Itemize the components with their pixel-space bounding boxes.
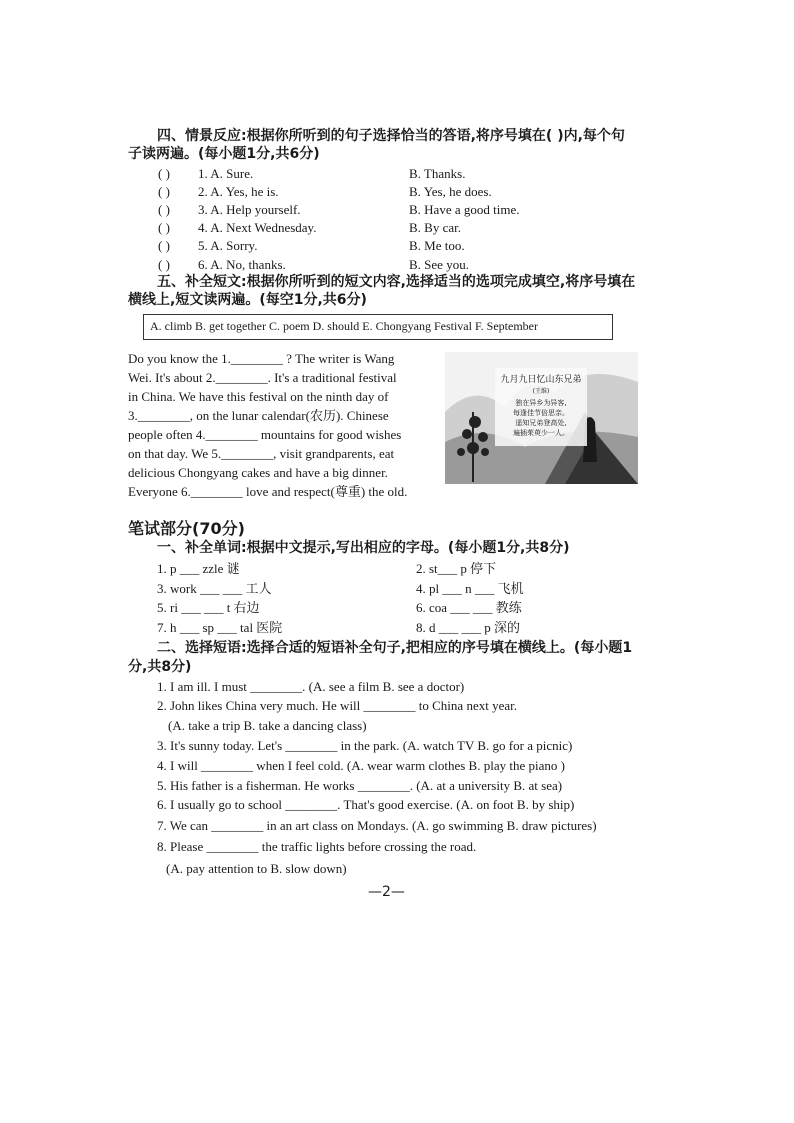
section4-title-line1: 四、情景反应:根据你所听到的句子选择恰当的答语,将序号填在( )内,每个句 (157, 128, 625, 144)
section5-title-line1: 五、补全短文:根据你所听到的短文内容,选择适当的选项完成填空,将序号填在 (157, 274, 636, 290)
passage-line: in China. We have this festival on the ninth day of (128, 389, 389, 404)
written-sec2-title-line2: 分,共8分) (128, 659, 192, 675)
passage-line: Wei. It's about 2.________. It's a traditional festival (128, 370, 397, 385)
option-a: 5. A. Sorry. (198, 238, 258, 253)
section4-item (158, 219, 316, 237)
option-a: 4. A. Next Wednesday. (198, 220, 317, 235)
option-a: 1. A. Sure. (198, 166, 254, 181)
answer-parenthesis[interactable]: ( ) (158, 202, 170, 217)
poem-line-4: 遍插茱萸少一人。 (513, 429, 569, 437)
passage-line: Everyone 6.________ love and respect(尊重) the old. (128, 484, 408, 499)
option-a: 6. A. No, thanks. (198, 257, 286, 272)
spelling-item: 7. h ___ sp ___ tal 医院 (157, 620, 283, 635)
option-a: 2. A. Yes, he is. (198, 184, 279, 199)
spelling-item: 8. d ___ ___ p 深的 (416, 620, 521, 635)
section4-item (158, 165, 253, 183)
spelling-item: 6. coa ___ ___ 教练 (416, 600, 522, 615)
answer-parenthesis[interactable]: ( ) (158, 238, 170, 253)
phrase-sentence: 2. John likes China very much. He will ________ to China next year. (157, 698, 517, 713)
option-b: B. By car. (409, 220, 461, 235)
section4-title-line2: 子读两遍。(每小题1分,共6分) (128, 146, 320, 162)
spelling-item: 3. work ___ ___ 工人 (157, 581, 272, 596)
spelling-item: 2. st___ p 停下 (416, 561, 497, 576)
poem-title: 九月九日忆山东兄弟 (500, 375, 582, 385)
option-b: B. See you. (409, 257, 469, 272)
section5-title-line2: 横线上,短文读两遍。(每空1分,共6分) (128, 292, 367, 308)
spelling-item: 1. p ___ zzle 谜 (157, 561, 240, 576)
page-number: —2— (368, 884, 405, 900)
word-bank-box: A. climb B. get together C. poem D. should E. Chongyang Festival F. September (143, 314, 613, 340)
passage-line: 3.________, on the lunar calendar(农历). Chinese (128, 408, 389, 423)
phrase-sentence: (A. pay attention to B. slow down) (166, 861, 347, 876)
spelling-item: 4. pl ___ n ___ 飞机 (416, 581, 524, 596)
option-b: B. Me too. (409, 238, 465, 253)
poem-line-3: 遥知兄弟登高处, (515, 419, 567, 427)
answer-parenthesis[interactable]: ( ) (158, 220, 170, 235)
option-b: B. Thanks. (409, 166, 466, 181)
option-b: B. Have a good time. (409, 202, 520, 217)
chongyang-illustration (445, 352, 638, 484)
poem-line-1: 独在异乡为异客, (515, 399, 567, 407)
poem-author: (王维) (532, 388, 550, 395)
option-b: B. Yes, he does. (409, 184, 492, 199)
section4-item (158, 237, 257, 255)
phrase-sentence: (A. take a trip B. take a dancing class) (168, 718, 367, 733)
written-part-title: 笔试部分(70分) (128, 519, 245, 538)
answer-parenthesis[interactable]: ( ) (158, 166, 170, 181)
written-sec2-title-line1: 二、选择短语:选择合适的短语补全句子,把相应的序号填在横线上。(每小题1 (157, 640, 633, 656)
phrase-sentence: 1. I am ill. I must ________. (A. see a film B. see a doctor) (157, 679, 465, 694)
passage-line: on that day. We 5.________, visit grandparents, eat (128, 446, 395, 461)
answer-parenthesis[interactable]: ( ) (158, 257, 170, 272)
phrase-sentence: 4. I will ________ when I feel cold. (A. wear warm clothes B. play the piano ) (157, 758, 565, 773)
poem-line-2: 每逢佳节倍思亲。 (513, 409, 569, 417)
spelling-item: 5. ri ___ ___ t 右边 (157, 600, 260, 615)
phrase-sentence: 3. It's sunny today. Let's ________ in the park. (A. watch TV B. go for a picnic) (157, 738, 573, 753)
answer-parenthesis[interactable]: ( ) (158, 184, 170, 199)
passage-line: delicious Chongyang cakes and have a big dinner. (128, 465, 388, 480)
phrase-sentence: 7. We can ________ in an art class on Mondays. (A. go swimming B. draw pictures) (157, 818, 597, 833)
option-a: 3. A. Help yourself. (198, 202, 301, 217)
section4-item (158, 256, 286, 274)
phrase-sentence: 5. His father is a fisherman. He works ________. (A. at a university B. at sea) (157, 778, 563, 793)
passage-line: people often 4.________ mountains for good wishes (128, 427, 402, 442)
phrase-sentence: 6. I usually go to school ________. That's good exercise. (A. on foot B. by ship) (157, 797, 575, 812)
section4-item (158, 201, 301, 219)
passage-line: Do you know the 1.________ ? The writer is Wang (128, 351, 395, 366)
section4-item (158, 183, 279, 201)
written-sec1-title: 一、补全单词:根据中文提示,写出相应的字母。(每小题1分,共8分) (157, 540, 570, 556)
phrase-sentence: 8. Please ________ the traffic lights before crossing the road. (157, 839, 477, 854)
